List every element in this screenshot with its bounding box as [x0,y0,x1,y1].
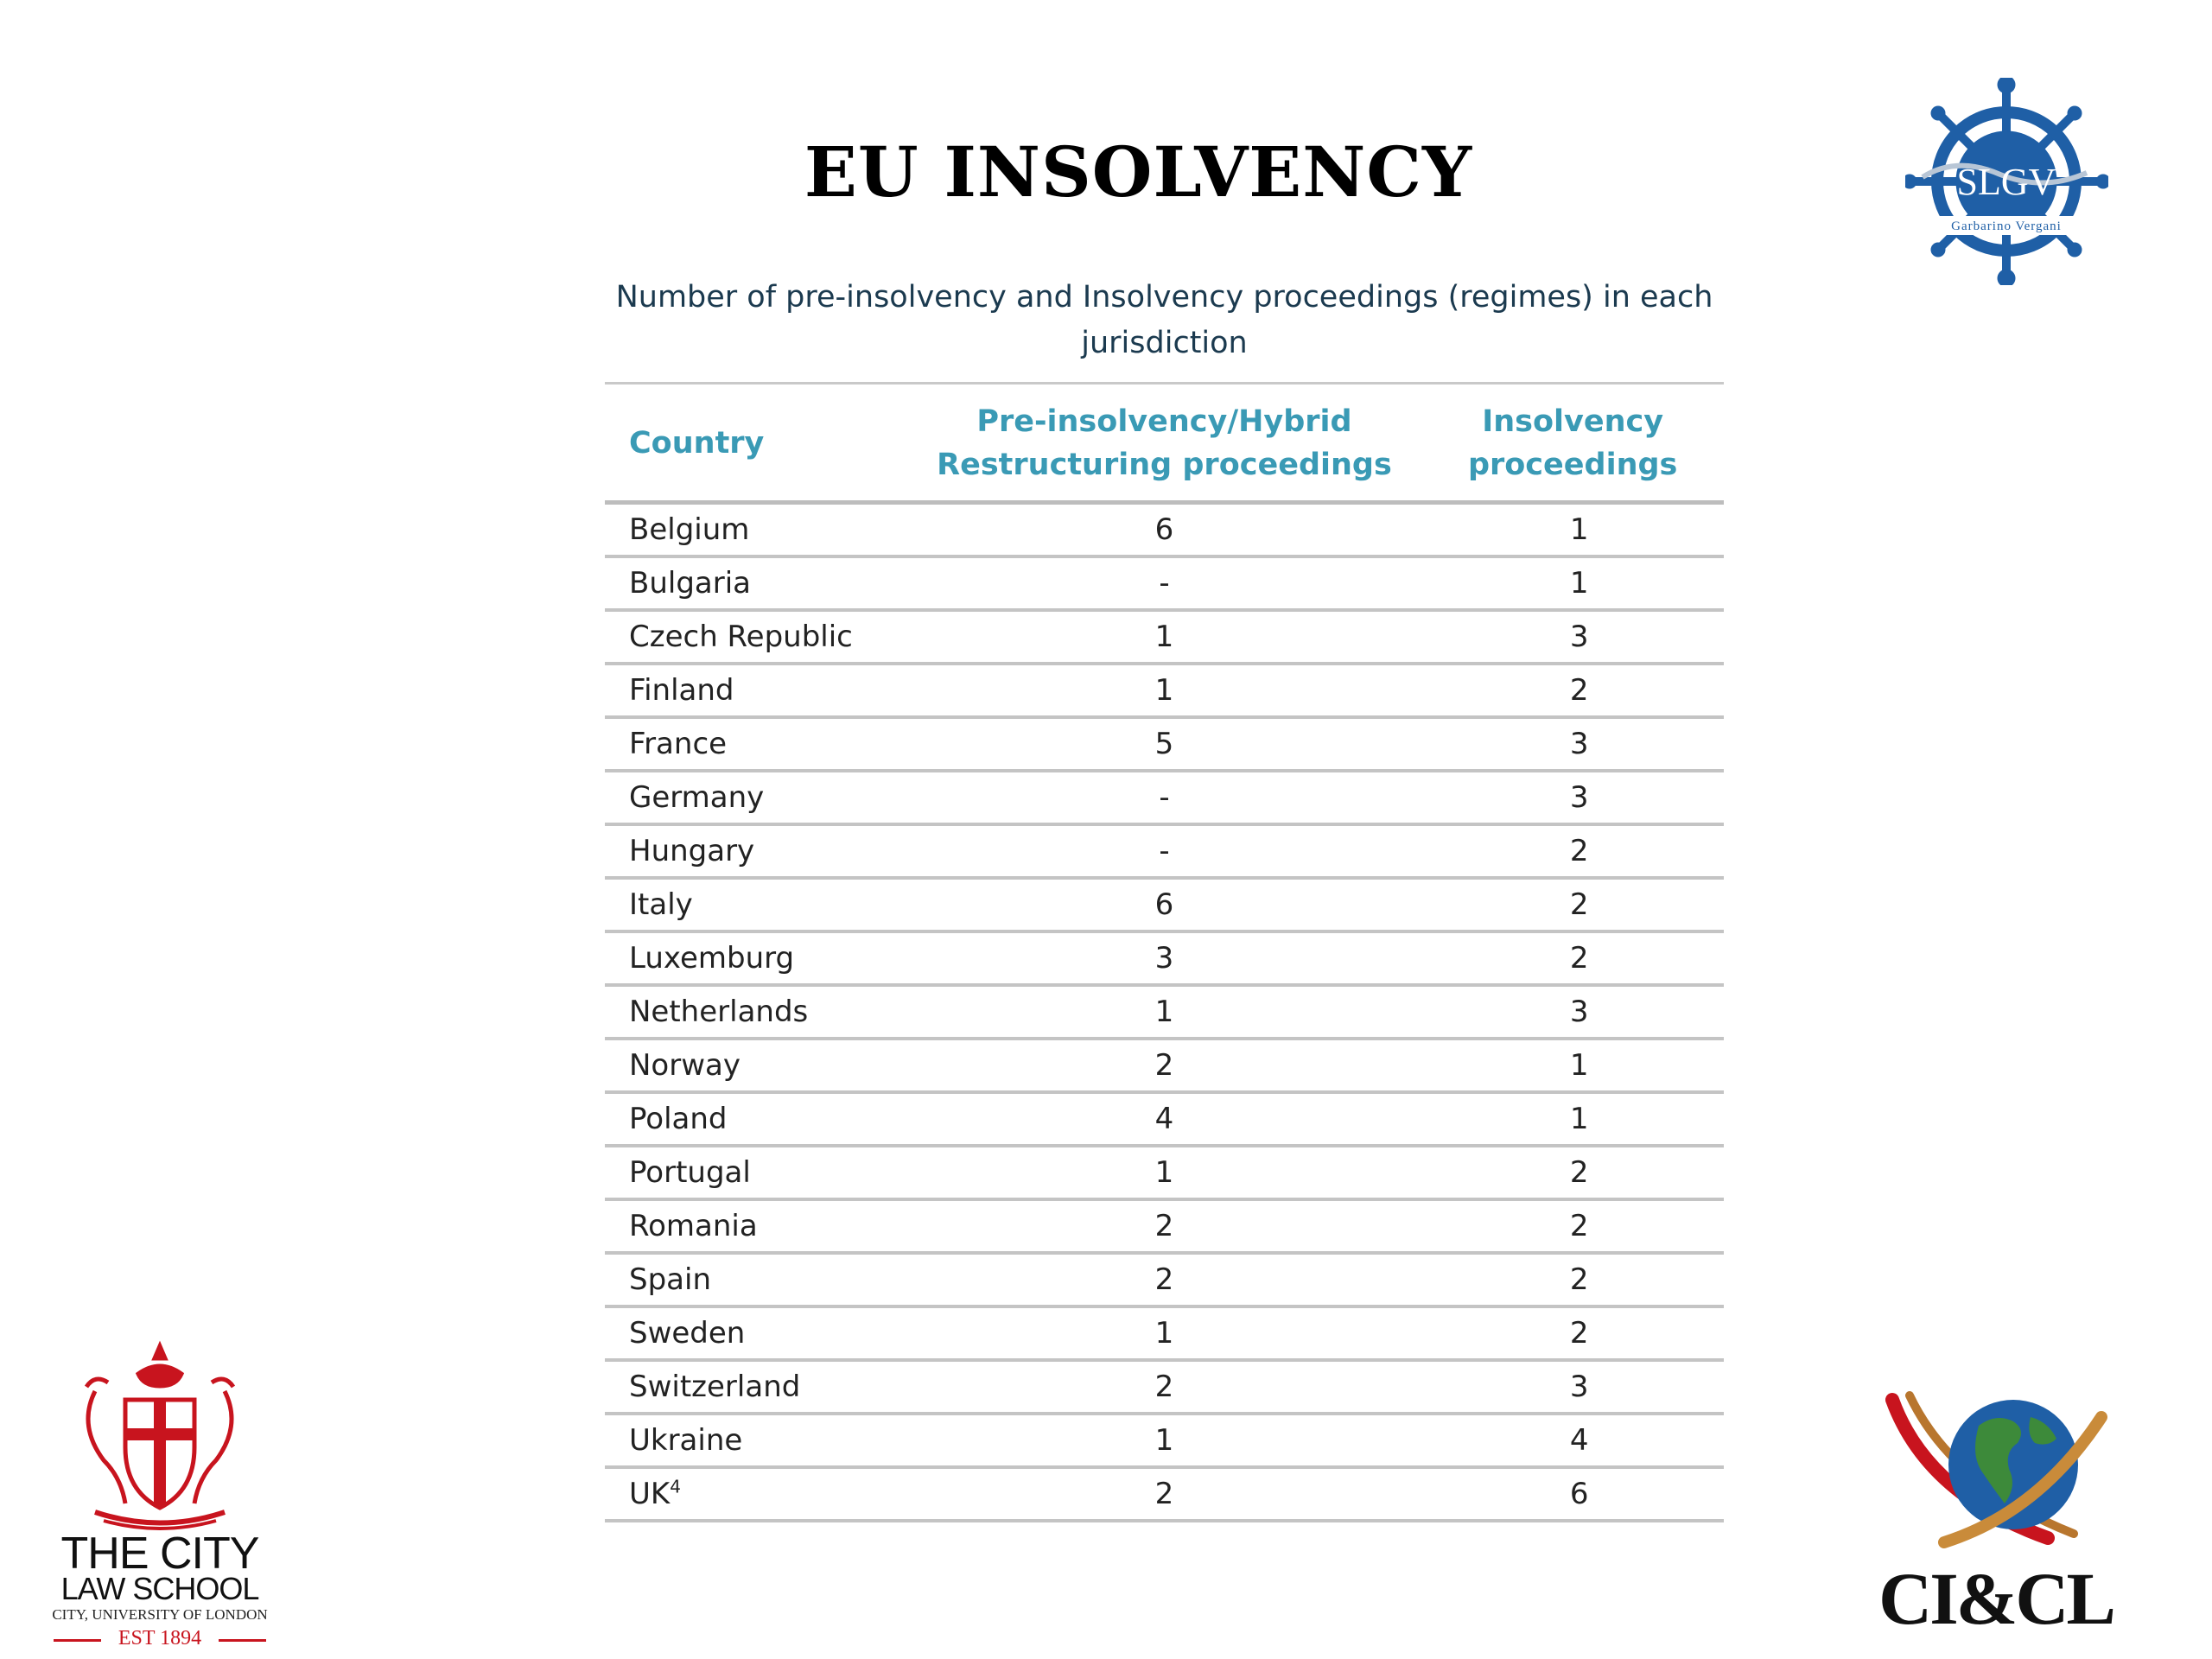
table-row [605,1360,1724,1414]
table-row [605,1306,1724,1360]
cell-insolvency: 2 [1421,878,1724,931]
cell-country: Bulgaria [605,556,907,610]
cell-country [605,1467,907,1521]
cell-insolvency: 3 [1421,771,1724,824]
cell-country: Switzerland [605,1360,907,1414]
country-text: UK [629,1477,671,1511]
cell-insolvency: 3 [1421,717,1724,771]
cell-pre: 1 [907,610,1422,664]
cicl-text: CI&CL [1878,1557,2113,1640]
table-row [605,503,1724,557]
cell-country: France [605,717,907,771]
table-row [605,1253,1724,1306]
city-law-line1: THE CITY [60,1529,259,1579]
cell-country: Finland [605,664,907,717]
cell-insolvency: 2 [1421,1199,1724,1253]
cell-insolvency: 3 [1421,610,1724,664]
table-row [605,931,1724,985]
cell-pre: 5 [907,717,1422,771]
cell-country: Norway [605,1039,907,1092]
cell-country: Ukraine [605,1414,907,1467]
cell-pre: 1 [907,1146,1422,1199]
cell-country: Belgium [605,503,907,557]
footnote-marker: 4 [670,1476,681,1497]
table-row [605,1467,1724,1521]
cell-pre: 2 [907,1253,1422,1306]
cell-country: Romania [605,1199,907,1253]
cell-pre: 2 [907,1199,1422,1253]
table-caption: Number of pre-insolvency and Insolvency proceedings (regimes) in each jurisdiction [605,275,1724,385]
cell-pre: 1 [907,1414,1422,1467]
cell-country: Portugal [605,1146,907,1199]
table-row [605,771,1724,824]
cell-insolvency: 2 [1421,824,1724,878]
table-row [605,610,1724,664]
cell-country: Hungary [605,824,907,878]
cell-insolvency: 6 [1421,1467,1724,1521]
cell-insolvency: 4 [1421,1414,1724,1467]
cell-insolvency: 3 [1421,985,1724,1039]
table-row [605,664,1724,717]
insolvency-table [605,275,1724,1522]
slgv-name: Garbarino Vergani [1951,219,2062,233]
cell-pre: 2 [907,1467,1422,1521]
cell-country: Germany [605,771,907,824]
cell-pre: 1 [907,1306,1422,1360]
table-row [605,824,1724,878]
cell-country: Luxemburg [605,931,907,985]
table-row [605,1199,1724,1253]
cell-pre: 1 [907,985,1422,1039]
cell-pre: 6 [907,878,1422,931]
cell-insolvency: 2 [1421,1253,1724,1306]
cell-insolvency: 2 [1421,1306,1724,1360]
cell-country: Czech Republic [605,610,907,664]
cell-insolvency: 2 [1421,664,1724,717]
header-insolvency: Insolvency proceedings [1421,385,1724,503]
cell-pre: - [907,771,1422,824]
city-law-line3: CITY, UNIVERSITY OF LONDON [52,1606,268,1623]
cell-country: Sweden [605,1306,907,1360]
table-row [605,1146,1724,1199]
cell-pre: 2 [907,1360,1422,1414]
cell-insolvency: 1 [1421,556,1724,610]
slide-title: EU INSOLVENCY [804,131,1473,213]
table-row [605,985,1724,1039]
cell-pre: 6 [907,503,1422,557]
cell-pre: - [907,556,1422,610]
table-row [605,1039,1724,1092]
city-law-line2: LAW SCHOOL [60,1571,259,1606]
cell-pre: - [907,824,1422,878]
cell-insolvency: 1 [1421,1039,1724,1092]
slgv-logo [1905,78,2108,285]
table-row [605,1092,1724,1146]
city-law-line4: EST 1894 [118,1627,202,1649]
cell-insolvency: 3 [1421,1360,1724,1414]
cell-pre: 4 [907,1092,1422,1146]
cell-insolvency: 1 [1421,503,1724,557]
cell-pre: 2 [907,1039,1422,1092]
table-row [605,717,1724,771]
cicl-logo [1875,1382,2117,1555]
table-row [605,556,1724,610]
cell-pre: 3 [907,931,1422,985]
cell-insolvency: 2 [1421,1146,1724,1199]
cell-country: Spain [605,1253,907,1306]
table-row [605,1414,1724,1467]
header-country: Country [605,385,907,503]
cell-insolvency: 2 [1421,931,1724,985]
cell-country: Netherlands [605,985,907,1039]
cell-country: Poland [605,1092,907,1146]
cell-pre: 1 [907,664,1422,717]
header-pre-insolvency: Pre-insolvency/Hybrid Restructuring proceedings [907,385,1422,503]
cell-country: Italy [605,878,907,931]
cell-insolvency: 1 [1421,1092,1724,1146]
table-row [605,878,1724,931]
slgv-monogram: SLGV [1956,161,2056,203]
